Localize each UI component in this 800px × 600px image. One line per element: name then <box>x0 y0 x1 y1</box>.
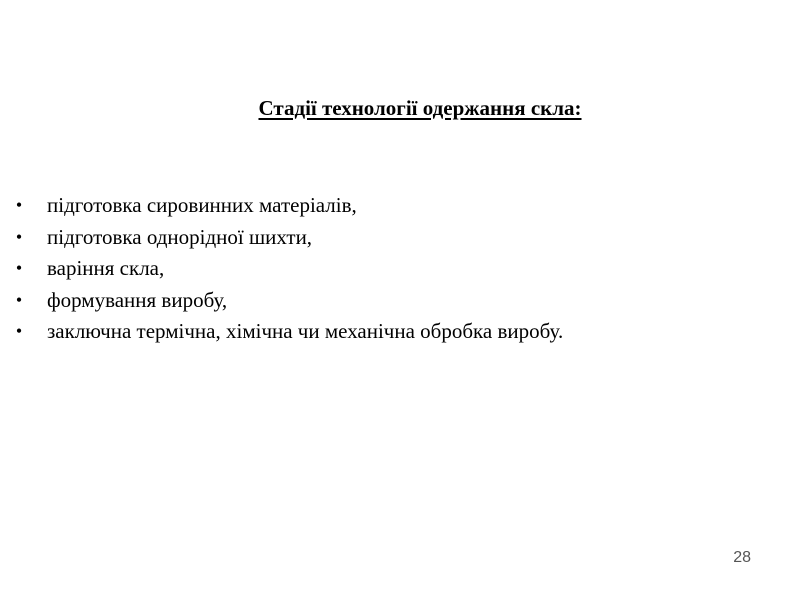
page-number: 28 <box>733 549 751 566</box>
stages-list <box>12 190 563 348</box>
list-item-text: підготовка сировинних матеріалів, <box>47 193 357 217</box>
list-item <box>12 285 563 317</box>
list-item-text: заключна термічна, хімічна чи механічна обробка виробу. <box>47 319 564 343</box>
list-item <box>12 253 563 285</box>
bullet-icon: • <box>15 258 23 278</box>
list-item <box>12 190 563 222</box>
bullet-icon: • <box>15 321 23 341</box>
bullet-icon: • <box>15 289 23 310</box>
list-item <box>12 316 563 348</box>
bullet-icon: • <box>15 195 23 215</box>
slide-title: Стадії технології одержання скла: <box>258 96 582 120</box>
list-item <box>12 222 563 254</box>
list-item-text: підготовка однорідної шихти, <box>47 224 313 249</box>
bullet-icon: • <box>15 226 23 247</box>
list-item-text: формування виробу, <box>47 287 228 312</box>
list-item-text: варіння скла, <box>47 256 165 280</box>
